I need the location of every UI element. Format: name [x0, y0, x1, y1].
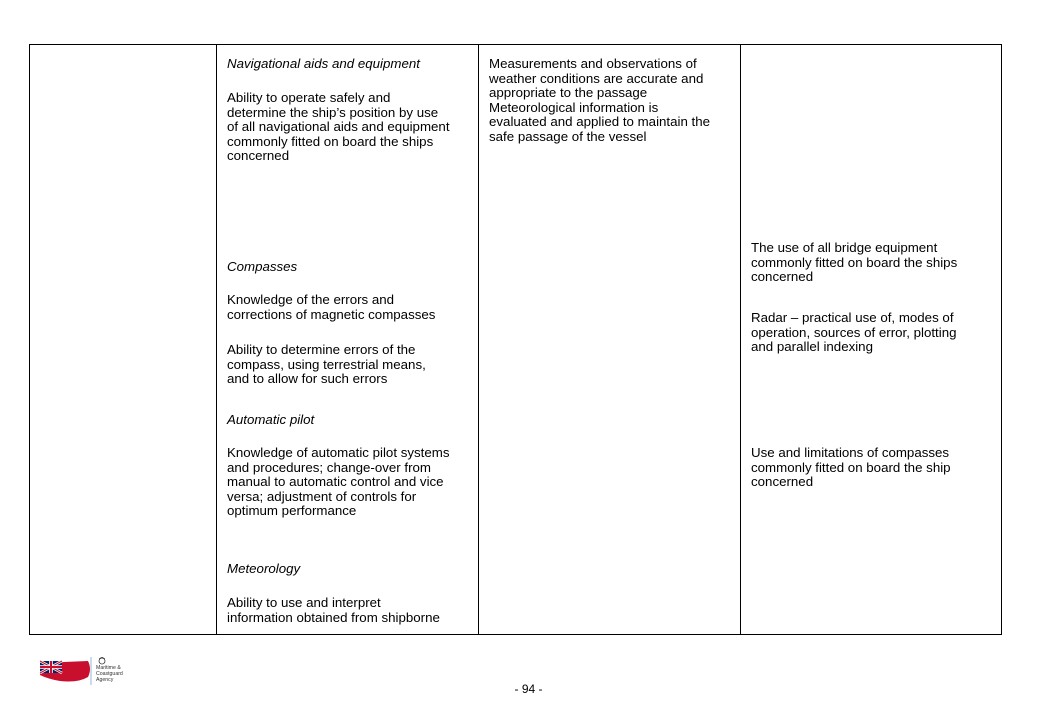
text-automatic-pilot: Knowledge of automatic pilot systems and procedures; change-over from manual to automatic control and vice versa; adjustment of controls for optimum performance [227, 445, 450, 519]
text-compass-limitations: Use and limitations of compasses commonly fitted on board the ship concerned [751, 445, 951, 490]
column-knowledge [217, 45, 479, 634]
column-syllabus [741, 45, 1002, 634]
crest-icon [97, 657, 107, 665]
page-number: - 94 - [514, 682, 543, 696]
text-navigational-aids: Ability to operate safely and determine the ship’s position by use of all navigational aids and equipment commonly fitted on board the ships concerned [227, 90, 450, 164]
text-compass-errors: Knowledge of the errors and corrections of magnetic compasses [227, 292, 436, 322]
competence-table [29, 44, 1002, 635]
union-flag-icon [40, 661, 62, 673]
heading-automatic-pilot: Automatic pilot [227, 412, 315, 427]
text-compass-determine: Ability to determine errors of the compass, using terrestrial means, and to allow for such errors [227, 342, 426, 387]
red-ensign-logo [38, 657, 94, 685]
heading-navigational-aids: Navigational aids and equipment [227, 56, 420, 71]
column-competence [30, 45, 217, 634]
column-criteria [479, 45, 741, 634]
text-meteorology: Ability to use and interpret information obtained from shipborne [227, 595, 440, 625]
text-radar: Radar – practical use of, modes of operation, sources of error, plotting and parallel indexing [751, 310, 957, 355]
heading-compasses: Compasses [227, 259, 298, 274]
heading-meteorology: Meteorology [227, 561, 301, 576]
text-weather-criteria: Measurements and observations of weather conditions are accurate and appropriate to the passage Meteorological information is evaluated and applied to maintain the safe passage of the vessel [489, 56, 711, 144]
agency-name: Maritime & Coastguard Agency [96, 665, 123, 683]
text-bridge-equipment: The use of all bridge equipment commonly fitted on board the ships concerned [751, 240, 958, 285]
